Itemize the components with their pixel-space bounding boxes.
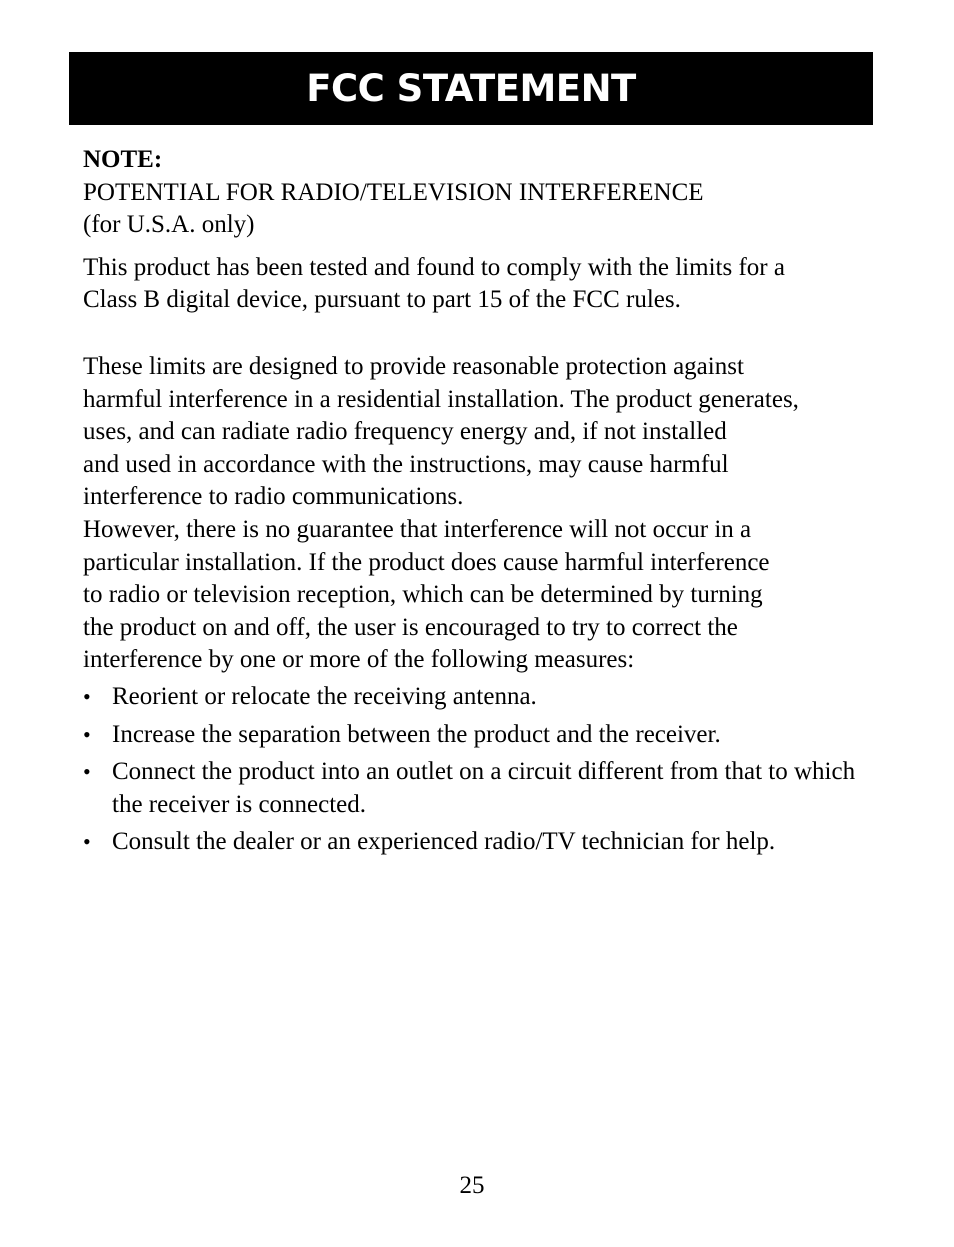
bullet-icon: • <box>83 683 91 709</box>
bullet-icon: • <box>83 721 91 747</box>
list-item <box>83 756 883 821</box>
paragraph-line: This product has been tested and found to comply with the limits for a <box>83 253 785 281</box>
paragraph-compliance <box>83 252 883 317</box>
paragraph-line: and used in accordance with the instructions, may cause harmful <box>83 450 729 478</box>
paragraph-line: These limits are designed to provide reasonable protection against <box>83 352 744 380</box>
list-item-text: Consult the dealer or an experienced radio/TV technician for help. <box>112 828 776 856</box>
list-item-text: Increase the separation between the product and the receiver. <box>112 720 721 748</box>
paragraph-line: to radio or television reception, which can be determined by turning <box>83 581 763 609</box>
page-title: FCC STATEMENT <box>306 67 636 110</box>
paragraph-line: interference by one or more of the following measures: <box>83 646 635 674</box>
fcc-statement-body <box>83 144 883 864</box>
paragraph-line: harmful interference in a residential installation. The product generates, <box>83 385 799 413</box>
page-number: 25 <box>459 1172 485 1199</box>
paragraph-line: interference to radio communications. <box>83 483 464 511</box>
paragraph-line: particular installation. If the product does cause harmful interference <box>83 548 770 576</box>
paragraph-line: uses, and can radiate radio frequency energy and, if not installed <box>83 418 727 446</box>
list-item-text: Reorient or relocate the receiving antenna. <box>112 682 537 710</box>
paragraph-line: However, there is no guarantee that interference will not occur in a <box>83 515 752 543</box>
bullet-icon: • <box>83 829 91 855</box>
paragraph-line: Class B digital device, pursuant to part 15 of the FCC rules. <box>83 286 681 314</box>
note-heading-line-1: POTENTIAL FOR RADIO/TELEVISION INTERFERENCE <box>83 178 704 206</box>
measures-list <box>83 681 883 859</box>
note-heading-line-2: (for U.S.A. only) <box>83 211 255 239</box>
list-item <box>83 719 883 752</box>
spacer <box>83 317 883 351</box>
paragraph-line: the product on and off, the user is encouraged to try to correct the <box>83 613 738 641</box>
list-item-text: Connect the product into an outlet on a circuit different from that to which the receiver is connected. <box>112 758 856 818</box>
paragraph-limits <box>83 351 883 514</box>
list-item <box>83 826 883 859</box>
paragraph-no-guarantee <box>83 514 883 677</box>
note-label: NOTE: <box>83 146 163 173</box>
title-bar <box>69 52 873 125</box>
spacer <box>83 242 883 252</box>
bullet-icon: • <box>83 759 91 785</box>
list-item <box>83 681 883 714</box>
